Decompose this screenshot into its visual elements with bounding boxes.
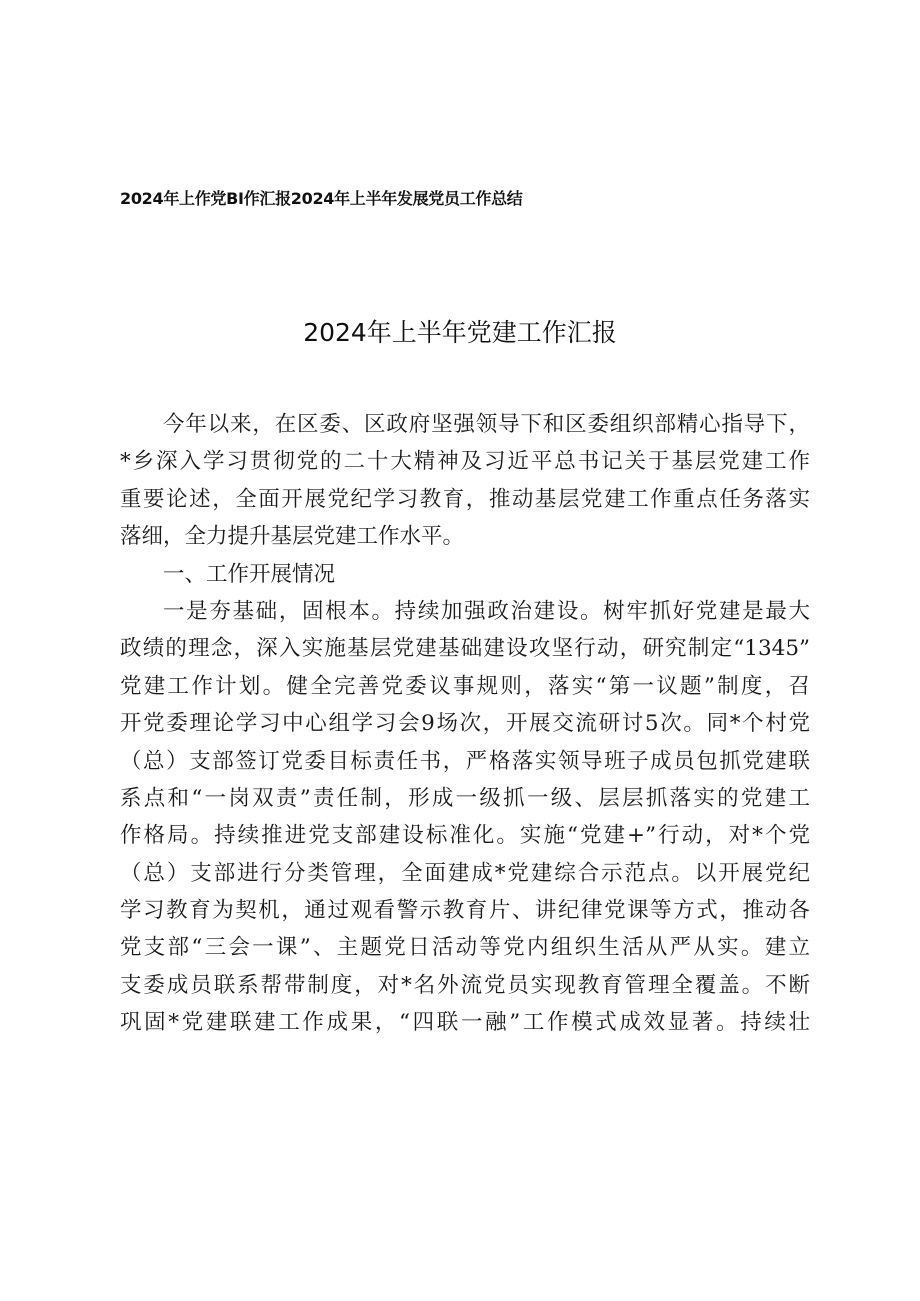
paragraph-line: 今年以来，在区委、区政府坚强领导下和区委组织部精心指导下，	[163, 412, 810, 437]
paragraph-line: 作格局。持续推进党支部建设标准化。实施“党建+”行动，对*个党	[120, 823, 810, 849]
paragraph-line: 党建工作计划。健全完善党委议事规则，落实“第一议题”制度，召	[120, 673, 810, 699]
paragraph-line: *乡深入学习贯彻党的二十大精神及习近平总书记关于基层党建工作	[120, 449, 810, 475]
paragraph-line: 支委成员联系帮带制度，对*名外流党员实现教育管理全覆盖。不断	[120, 972, 810, 998]
paragraph-line: 系点和“一岗双责”责任制，形成一级抓一级、层层抓落实的党建工	[120, 785, 810, 811]
paragraph-line: 政绩的理念，深入实施基层党建基础建设攻坚行动，研究制定“1345”	[120, 636, 810, 662]
paragraph-line: 落细，全力提升基层党建工作水平。	[120, 524, 465, 550]
paragraph-line: 开党委理论学习中心组学习会9场次，开展交流研讨5次。同*个村党	[120, 711, 810, 737]
document-header: 2024年上作党BI作汇报2024年上半年发展党员工作总结	[120, 189, 523, 208]
document-title: 2024年上半年党建工作汇报	[303, 318, 617, 347]
document-body	[120, 406, 810, 1042]
paragraph-line: 重要论述，全面开展党纪学习教育，推动基层党建工作重点任务落实	[120, 486, 810, 512]
paragraph-line: （总）支部进行分类管理，全面建成*党建综合示范点。以开展党纪	[120, 860, 810, 886]
paragraph-line: 党支部“三会一课”、主题党日活动等党内组织生活从严从实。建立	[120, 935, 810, 961]
paragraph-line: 巩固*党建联建工作成果，“四联一融”工作模式成效显著。持续壮	[120, 1010, 810, 1036]
paragraph-line: （总）支部签订党委目标责任书，严格落实领导班子成员包抓党建联	[120, 748, 810, 774]
section-heading: 一、工作开展情况	[163, 561, 336, 587]
paragraph-line: 学习教育为契机，通过观看警示教育片、讲纪律党课等方式，推动各	[120, 898, 810, 924]
paragraph-line: 一是夯基础，固根本。持续加强政治建设。树牢抓好党建是最大	[163, 598, 810, 624]
